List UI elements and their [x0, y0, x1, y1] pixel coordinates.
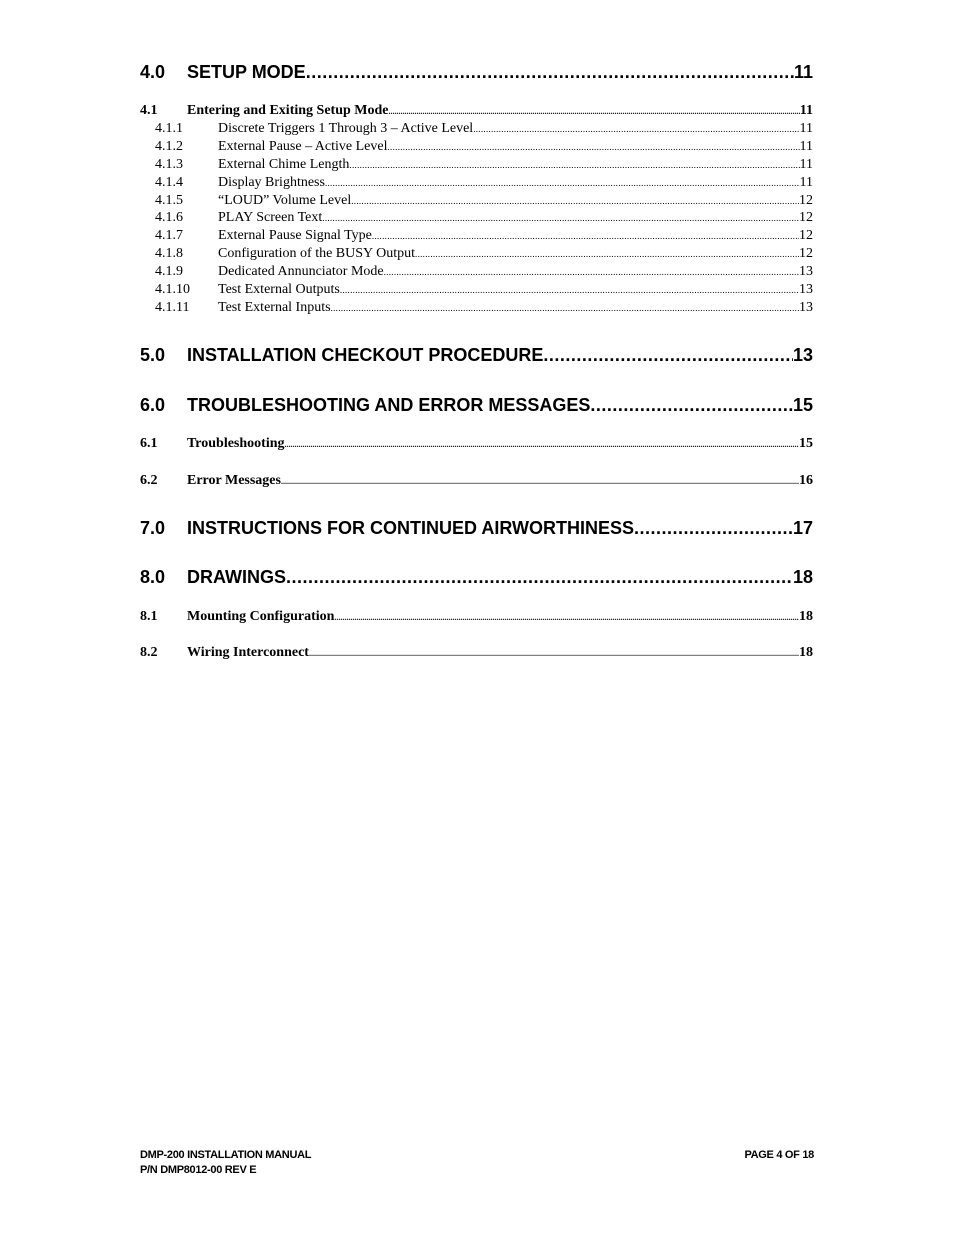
section-number: 4.1.8	[155, 246, 183, 261]
section-number: 6.2	[140, 473, 158, 488]
dot-leader	[306, 62, 794, 83]
page-number: 12	[799, 193, 813, 208]
page-number: 11	[799, 139, 813, 154]
section-number: 4.1.11	[155, 300, 190, 315]
dot-leader	[281, 477, 799, 486]
section-number: 4.1.10	[155, 282, 190, 297]
section-number: 4.1.2	[155, 139, 183, 154]
section-title: Entering and Exiting Setup Mode	[187, 103, 389, 118]
section-title: Wiring Interconnect	[187, 645, 309, 660]
toc-entry-6-1[interactable]	[140, 436, 813, 454]
dot-leader	[285, 440, 799, 449]
page-number: 11	[799, 121, 813, 136]
dot-leader	[325, 178, 800, 188]
page-number: 11	[799, 157, 813, 172]
page-number: 12	[799, 246, 813, 261]
section-number: 4.1.1	[155, 121, 183, 136]
page-number: 16	[799, 473, 813, 488]
toc-entry-4-1-8[interactable]	[155, 246, 813, 264]
page-number: 18	[792, 567, 813, 587]
footer-manual-title: DMP-200 INSTALLATION MANUAL	[140, 1149, 312, 1161]
section-title: SETUP MODE	[187, 62, 306, 82]
page-number: 11	[799, 175, 813, 190]
section-number: 4.1.7	[155, 228, 183, 243]
dot-leader	[349, 160, 799, 170]
dot-leader	[415, 249, 799, 259]
toc-entry-4-1-5[interactable]	[155, 193, 813, 211]
page-number: 11	[793, 62, 813, 82]
section-title: INSTALLATION CHECKOUT PROCEDURE	[187, 345, 544, 365]
section-title: Dedicated Annunciator Mode	[218, 264, 384, 279]
section-title: Error Messages	[187, 473, 281, 488]
section-title: DRAWINGS	[187, 567, 286, 587]
footer-part-number: P/N DMP8012-00 REV E	[140, 1164, 257, 1176]
section-title: External Pause Signal Type	[218, 228, 372, 243]
toc-entry-4-1-4[interactable]	[155, 175, 813, 193]
toc-entry-4-1-6[interactable]	[155, 210, 813, 228]
section-title: PLAY Screen Text	[218, 210, 323, 225]
page-number: 17	[792, 518, 813, 538]
dot-leader	[322, 213, 799, 223]
dot-leader	[351, 196, 799, 206]
toc-entry-8-2[interactable]	[140, 645, 813, 663]
section-number: 4.1.6	[155, 210, 183, 225]
toc-entry-4-1-3[interactable]	[155, 157, 813, 175]
toc-entry-4-0[interactable]	[140, 62, 813, 86]
toc-entry-4-1-7[interactable]	[155, 228, 813, 246]
dot-leader	[372, 231, 799, 241]
page-number: 13	[799, 300, 813, 315]
page-number: 18	[799, 645, 813, 660]
section-title: Mounting Configuration	[187, 609, 335, 624]
toc-entry-4-1-2[interactable]	[155, 139, 813, 157]
section-title: Troubleshooting	[187, 436, 285, 451]
toc-entry-4-1-9[interactable]	[155, 264, 813, 282]
dot-leader	[309, 649, 799, 658]
section-number: 7.0	[140, 518, 166, 538]
page-number: 13	[792, 345, 813, 365]
dot-leader	[331, 303, 799, 313]
dot-leader	[286, 567, 793, 588]
dot-leader	[340, 285, 799, 295]
section-number: 4.1	[140, 103, 158, 118]
section-title: Test External Inputs	[218, 300, 331, 315]
section-title: “LOUD” Volume Level	[218, 193, 352, 208]
section-number: 4.0	[140, 62, 166, 82]
section-title: Discrete Triggers 1 Through 3 – Active Level	[218, 121, 474, 136]
dot-leader	[634, 518, 793, 539]
dot-leader	[590, 395, 793, 416]
section-title: Configuration of the BUSY Output	[218, 246, 416, 261]
dot-leader	[473, 124, 799, 134]
section-title: Test External Outputs	[218, 282, 340, 297]
section-title: Display Brightness	[218, 175, 325, 190]
toc-entry-7-0[interactable]	[140, 518, 813, 542]
section-title: External Pause – Active Level	[218, 139, 388, 154]
dot-leader	[388, 142, 800, 152]
section-number: 4.1.5	[155, 193, 183, 208]
toc-entry-8-0[interactable]	[140, 567, 813, 591]
page-number: 13	[799, 282, 813, 297]
toc-entry-4-1-10[interactable]	[155, 282, 813, 300]
section-number: 4.1.3	[155, 157, 183, 172]
section-number: 8.0	[140, 567, 166, 587]
section-title: TROUBLESHOOTING AND ERROR MESSAGES	[187, 395, 591, 415]
dot-leader	[543, 345, 793, 366]
section-number: 4.1.4	[155, 175, 183, 190]
toc-entry-8-1[interactable]	[140, 609, 813, 627]
toc-entry-6-0[interactable]	[140, 395, 813, 419]
toc-entry-6-2[interactable]	[140, 473, 813, 491]
section-number: 4.1.9	[155, 264, 183, 279]
section-number: 8.1	[140, 609, 158, 624]
page-number: 12	[799, 210, 813, 225]
section-number: 6.1	[140, 436, 158, 451]
section-number: 6.0	[140, 395, 166, 415]
page-number: 12	[799, 228, 813, 243]
page-number: 15	[792, 395, 813, 415]
toc-entry-4-1[interactable]	[140, 103, 813, 121]
section-number: 5.0	[140, 345, 166, 365]
section-title: INSTRUCTIONS FOR CONTINUED AIRWORTHINESS	[187, 518, 635, 538]
toc-entry-4-1-11[interactable]	[155, 300, 813, 318]
dot-leader	[384, 267, 799, 277]
toc-entry-4-1-1[interactable]	[155, 121, 813, 139]
page-number: 18	[799, 609, 813, 624]
section-title: External Chime Length	[218, 157, 350, 172]
dot-leader	[334, 613, 799, 622]
page-number: 11	[799, 103, 813, 118]
page-number: 13	[799, 264, 813, 279]
section-number: 8.2	[140, 645, 158, 660]
footer-page-label: PAGE 4 OF 18	[744, 1149, 814, 1161]
toc-entry-5-0[interactable]	[140, 345, 813, 369]
page-number: 15	[799, 436, 813, 451]
dot-leader	[388, 107, 799, 116]
